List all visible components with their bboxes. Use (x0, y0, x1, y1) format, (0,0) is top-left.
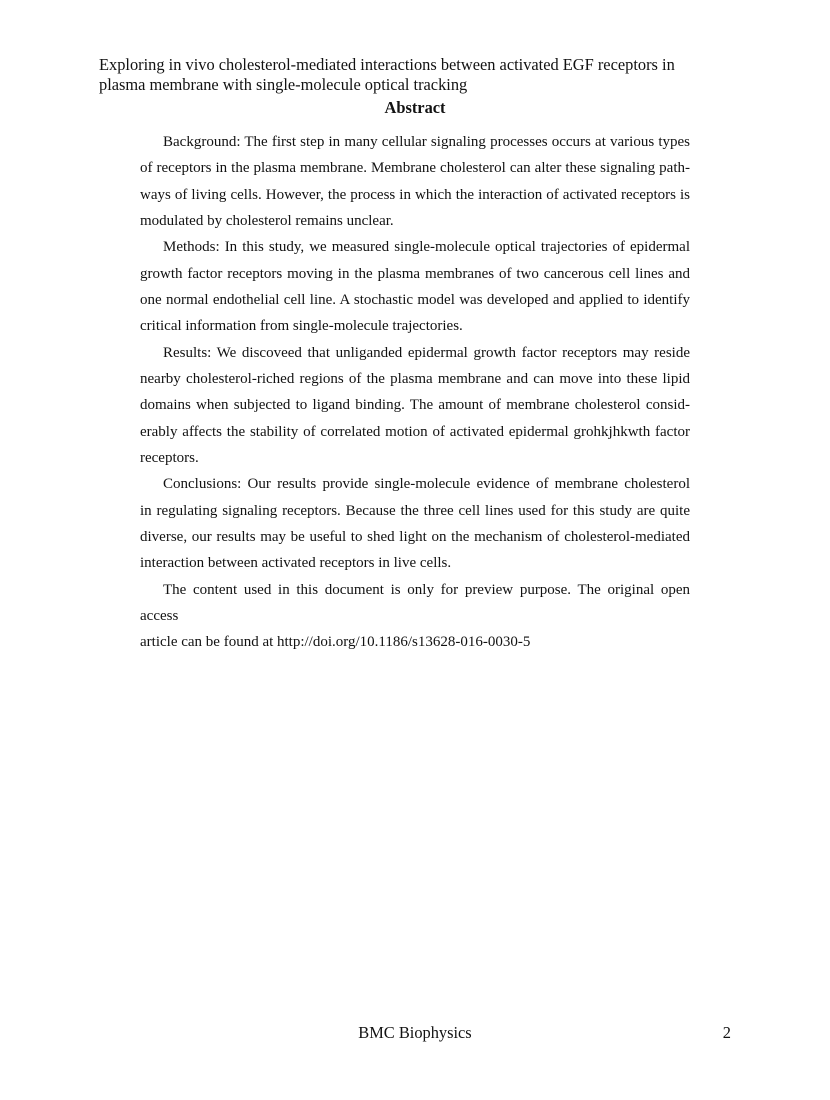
journal-name: BMC Biophysics (358, 1023, 472, 1042)
paragraph-line: growth factor receptors moving in the plasma membranes of two cancerous cell lines and (140, 265, 690, 282)
paragraph-line: ways of living cells. However, the process in which the interaction of activated receptors is (140, 186, 690, 203)
paragraph-line: interaction between activated receptors in live cells. (140, 555, 452, 572)
paragraph-line: Results: We discoveed that unliganded epidermal growth factor receptors may reside (163, 344, 690, 361)
paragraph-line: Background: The first step in many cellular signaling processes occurs at various types (163, 134, 690, 150)
paragraph-line: erably affects the stability of correlated motion of activated epidermal grohkjhkwth factor (140, 423, 690, 440)
paragraph-line: receptors. (140, 449, 199, 466)
page-footer (0, 1023, 830, 1043)
paragraph-line: Methods: In this study, we measured single-molecule optical trajectories of epidermal (163, 239, 690, 256)
paper-title (99, 55, 719, 95)
paper-title-line: plasma membrane with single-molecule optical tracking (99, 75, 468, 94)
paragraph-line: in regulating signaling receptors. Because the three cell lines used for this study are quite (140, 502, 690, 519)
paragraph-line: one normal endothelial cell line. A stochastic model was developed and applied to identify (140, 291, 690, 308)
paragraph-line: Conclusions: Our results provide single-molecule evidence of membrane cholesterol (163, 476, 690, 493)
paper-title-line: Exploring in vivo cholesterol-mediated interactions between activated EGF receptors in (99, 55, 675, 74)
paragraph-line: critical information from single-molecule trajectories. (140, 318, 463, 335)
conclusions-paragraph (140, 471, 690, 576)
results-paragraph (140, 340, 690, 472)
paragraph-line: The content used in this document is only for preview purpose. The original open access (140, 581, 690, 624)
paragraph-line: nearby cholesterol-riched regions of the plasma membrane and can move into these lipid (140, 370, 690, 387)
paragraph-line: domains when subjected to ligand binding. The amount of membrane cholesterol consid- (140, 397, 690, 414)
abstract-body (140, 129, 690, 656)
preview-note-paragraph (140, 577, 690, 656)
paragraph-line: of receptors in the plasma membrane. Membrane cholesterol can alter these signaling path- (140, 160, 690, 177)
paragraph-line doi-line: article can be found at http://doi.org/10.1186/s13628-016-0030-5 (140, 634, 531, 651)
page-number: 2 (722, 1023, 731, 1042)
methods-paragraph (140, 234, 690, 339)
background-paragraph (140, 129, 690, 234)
paragraph-line: diverse, our results may be useful to shed light on the mechanism of cholesterol-mediated (140, 528, 690, 545)
abstract-heading: Abstract (384, 98, 446, 117)
paragraph-line: modulated by cholesterol remains unclear. (140, 212, 394, 229)
